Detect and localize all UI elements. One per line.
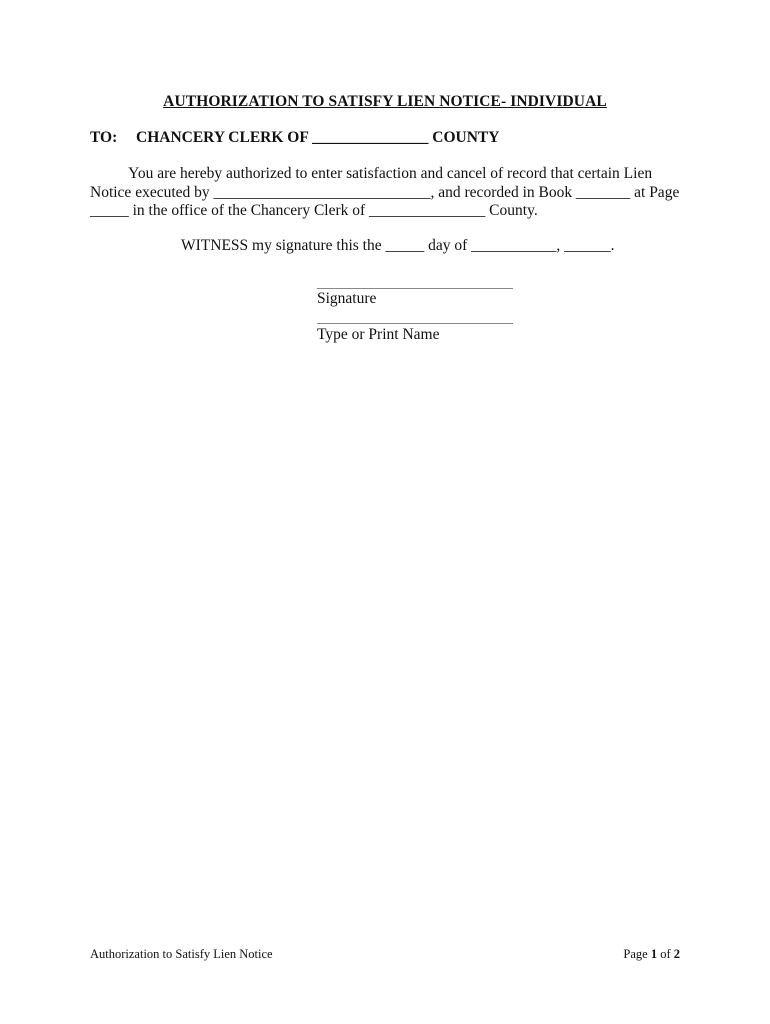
page-prefix: Page <box>623 947 651 961</box>
to-recipient: CHANCERY CLERK OF _______________ COUNTY <box>136 129 500 146</box>
to-label: TO: <box>90 129 118 146</box>
page-current: 1 <box>650 947 658 961</box>
print-name-rule <box>317 323 513 324</box>
footer-document-name: Authorization to Satisfy Lien Notice <box>90 947 273 961</box>
body-line-2: Notice executed by ____________________________, and recorded in Book _______ at Page <box>90 183 680 201</box>
body-line-1: You are hereby authorized to enter satisfaction and cancel of record that certain Lien <box>90 165 653 182</box>
document-title: AUTHORIZATION TO SATISFY LIEN NOTICE- INDIVIDUAL <box>163 93 607 110</box>
print-name-label: Type or Print Name <box>317 326 440 343</box>
to-line <box>90 129 499 147</box>
signature-rule <box>317 288 513 289</box>
signature-label: Signature <box>317 290 377 307</box>
witness-line: WITNESS my signature this the _____ day of ___________, ______. <box>181 237 615 254</box>
page-of: of <box>657 947 674 961</box>
footer-page-number <box>623 947 680 962</box>
body-line-3: _____ in the office of the Chancery Clerk of _______________ County. <box>90 202 538 219</box>
page-total: 2 <box>673 947 680 961</box>
